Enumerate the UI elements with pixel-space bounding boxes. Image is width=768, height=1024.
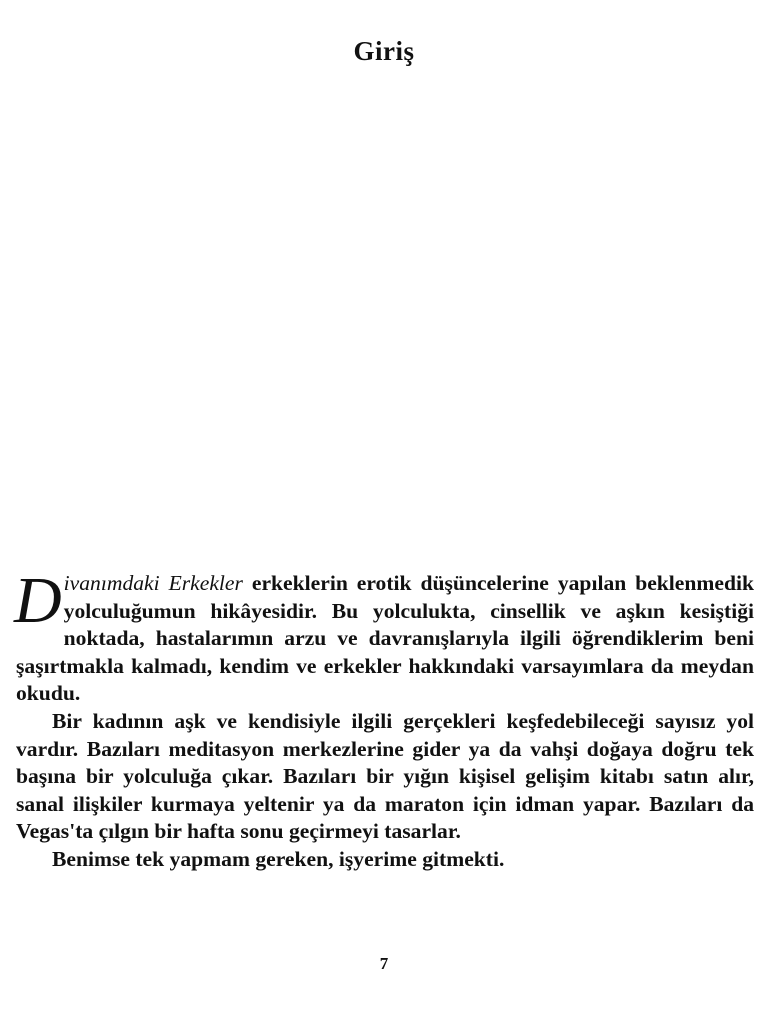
book-title-italic: ivanımdaki Erkekler	[63, 571, 243, 595]
paragraph-1-text: erkeklerin erotik düşüncelerine yapılan beklenmedik yolculuğumun hikâyesidir. Bu yolculukta, cinsellik ve aşkın kesiştiği noktada, hastalarımın arzu ve davranışlarıyla ilgili öğrendiklerim beni şaşırtmakla kalmadı, kendim ve erkekler hakkındaki varsayımlara da meydan okudu.	[16, 571, 754, 706]
page-number: 7	[379, 954, 389, 973]
paragraph-3: Benimse tek yapmam gereken, işyerime gitmekti.	[52, 846, 505, 871]
paragraph-1	[14, 564, 754, 708]
paragraph-2: Bir kadının aşk ve kendisiyle ilgili gerçekleri keşfedebileceği sayısız yol vardır. Bazıları meditasyon merkezlerine gider ya da vahşi doğaya doğru tek başına bir yolculuğa çıkar. Bazıları bir yığın kişisel gelişim kitabı satın alır, sanal ilişkiler kurmaya yeltenir ya da maraton için idman yapar. Bazıları da Vegas'ta çılgın bir hafta sonu geçirmeyi tasarlar.	[16, 708, 754, 844]
drop-cap: D	[14, 564, 62, 637]
body-text	[14, 564, 754, 874]
page-title: Giriş	[353, 36, 415, 66]
